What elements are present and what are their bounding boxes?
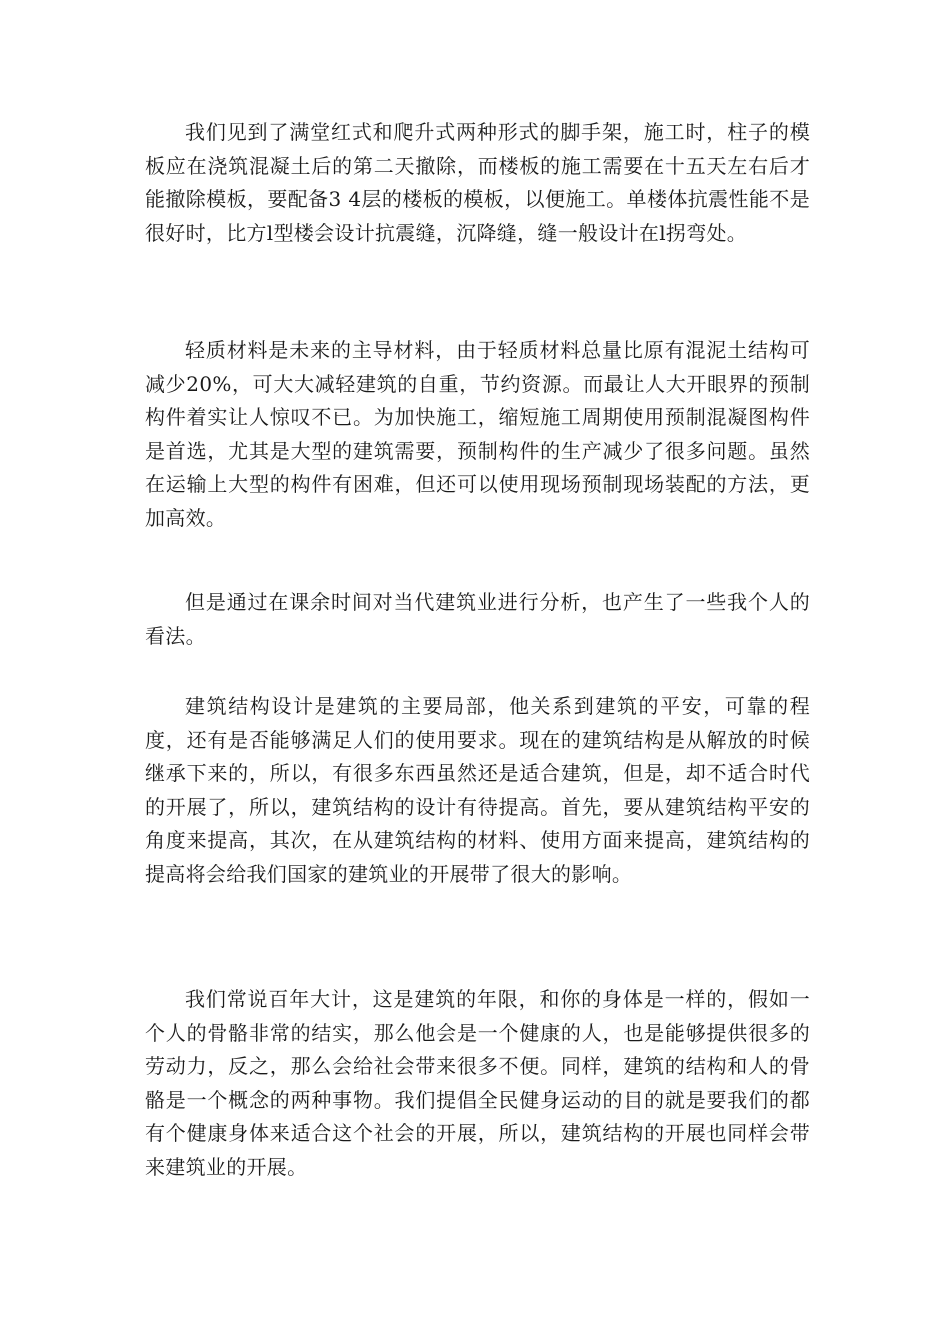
paragraph-structural-design: 建筑结构设计是建筑的主要局部，他关系到建筑的平安，可靠的程度，还有是否能够满足人们的使用要求。现在的建筑结构是从解放的时候继承下来的，所以，有很多东西虽然还是适合建筑，但是，却不适合时代的开展了，所以，建筑结构的设计有待提高。首先，要从建筑结构平安的角度来提高，其次，在从建筑结构的材料、使用方面来提高，建筑结构的提高将会给我们国家的建筑业的开展带了很大的影响。 (145, 694, 810, 886)
paragraph-lightweight-materials: 轻质材料是未来的主导材料，由于轻质材料总量比原有混泥土结构可减少20%，可大大减轻建筑的自重，节约资源。而最让人大开眼界的预制构件着实让人惊叹不已。为加快施工，缩短施工周期使用预制混凝图构件是首选，尤其是大型的建筑需要，预制构件的生产减少了很多问题。虽然在运输上大型的构件有困难，但还可以使用现场预制现场装配的方法，更加高效。 (145, 338, 810, 530)
paragraph-century-plan: 我们常说百年大计，这是建筑的年限，和你的身体是一样的，假如一个人的骨骼非常的结实，那么他会是一个健康的人，也是能够提供很多的劳动力，反之，那么会给社会带来很多不便。同样，建筑的结构和人的骨骼是一个概念的两种事物。我们提倡全民健身运动的目的就是要我们的都有个健康身体来适合这个社会的开展，所以，建筑结构的开展也同样会带来建筑业的开展。 (145, 987, 810, 1179)
paragraph-personal-view-intro: 但是通过在课余时间对当代建筑业进行分析，也产生了一些我个人的看法。 (145, 590, 810, 648)
paragraph-scaffolding-formwork: 我们见到了满堂红式和爬升式两种形式的脚手架，施工时，柱子的模板应在浇筑混凝土后的第二天撤除，而楼板的施工需要在十五天左右后才能撤除模板，要配备3 4层的楼板的模板，以便施工。单楼体抗震性能不是很好时，比方l型楼会设计抗震缝，沉降缝，缝一般设计在l拐弯处。 (145, 120, 810, 245)
